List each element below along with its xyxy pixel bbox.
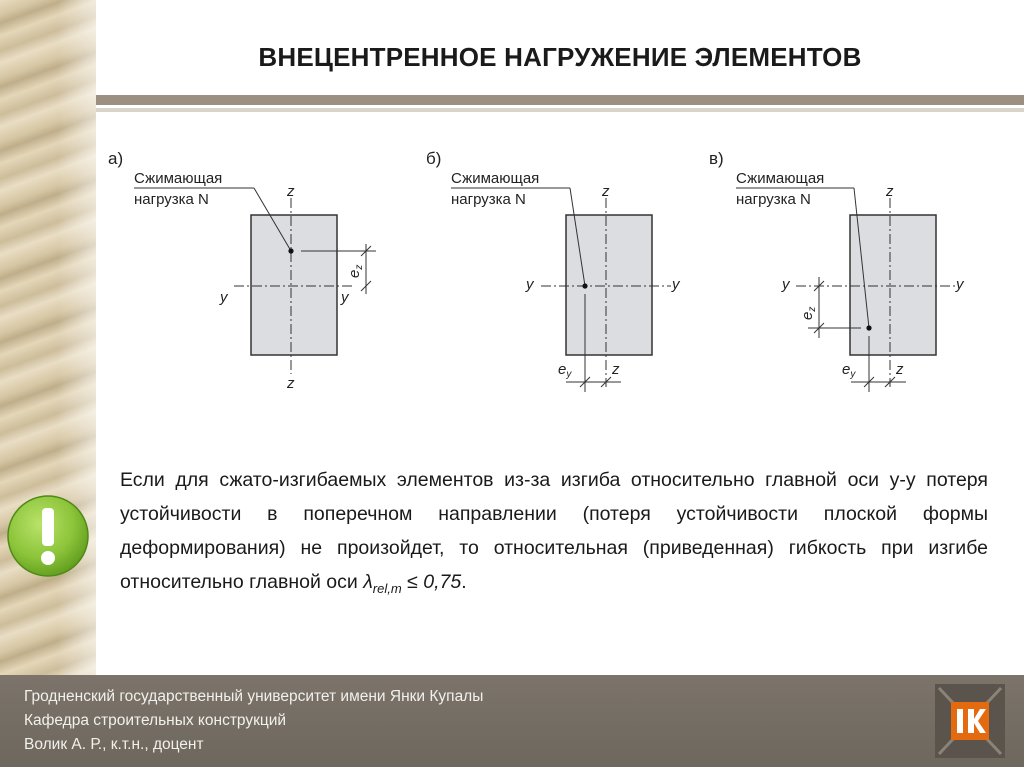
main-paragraph: [120, 463, 988, 606]
diagram-b-y-left: y: [526, 276, 534, 293]
diagram-c-load-label-1: Сжимающая: [736, 170, 825, 187]
diagram-a-load-label-1: Сжимающая: [134, 170, 223, 187]
diagram-b-z-bottom: z: [612, 361, 620, 378]
diagram-a-ez-label: $e_z$: [346, 264, 365, 278]
diagram-a-z-top: z: [287, 183, 295, 200]
condition-value: ≤ 0,75: [401, 571, 462, 593]
diagram-b-z-top: z: [602, 183, 610, 200]
diagram-b-load-label-1: Сжимающая: [451, 170, 540, 187]
paragraph-end: .: [461, 571, 467, 593]
diagram-c-y-right: y: [956, 276, 964, 293]
diagram-a-z-bottom: z: [287, 375, 295, 392]
diagram-c-label: в): [709, 149, 724, 168]
diagram-c-ez-label: $e_z$: [799, 306, 818, 320]
diagram-c-y-left: y: [782, 276, 790, 293]
diagram-a: [108, 149, 376, 392]
diagram-b-section: [566, 215, 652, 355]
diagram-a-y-left: y: [220, 289, 228, 306]
footer-university: Гродненский государственный университет имени Янки Купалы: [24, 688, 484, 705]
university-logo-icon: [935, 684, 1005, 758]
diagram-c: [709, 149, 965, 392]
diagram-c-z-bottom: z: [896, 361, 904, 378]
diagram-b-ey-label: $e_y$: [558, 361, 572, 380]
diagrams-svg: [96, 112, 1024, 412]
diagram-c-load-label-2: нагрузка N: [736, 191, 811, 208]
diagram-b-load-point: [582, 283, 587, 288]
page-title: ВНЕЦЕНТРЕННОЕ НАГРУЖЕНИЕ ЭЛЕМЕНТОВ: [258, 42, 862, 72]
diagram-c-ey-label: $e_y$: [842, 361, 856, 380]
footer-bar: [0, 675, 1024, 767]
exclamation-icon: [6, 494, 90, 578]
diagram-a-load-point: [288, 248, 293, 253]
lambda-subscript: rel,m: [372, 580, 402, 596]
diagram-a-section: [251, 215, 337, 355]
diagram-b-y-right: y: [672, 276, 680, 293]
diagram-b: [426, 149, 681, 392]
diagram-c-section: [850, 215, 936, 355]
diagram-c-load-point: [866, 325, 871, 330]
footer-author: Волик А. Р., к.т.н., доцент: [24, 736, 204, 753]
diagram-b-label: б): [426, 149, 442, 168]
paragraph-text: Если для сжато-изгибаемых элементов из-за изгиба относительно главной оси y-y потеря устойчивости в поперечном направлении (потеря устойчивости плоской формы деформирования) не произойдет, то относительная (приведенная) гибкость при изгибе относительно главной оси: [120, 469, 988, 593]
title-rule: [96, 95, 1024, 105]
eccentric-loading-diagrams: [96, 112, 1024, 412]
diagram-a-label: а): [108, 149, 124, 168]
diagram-b-load-label-2: нагрузка N: [451, 191, 526, 208]
footer-department: Кафедра строительных конструкций: [24, 712, 287, 729]
lambda-symbol: λ: [363, 571, 373, 593]
diagram-a-load-label-2: нагрузка N: [134, 191, 209, 208]
diagram-a-y-right: y: [341, 289, 349, 306]
diagram-c-z-top: z: [886, 183, 894, 200]
